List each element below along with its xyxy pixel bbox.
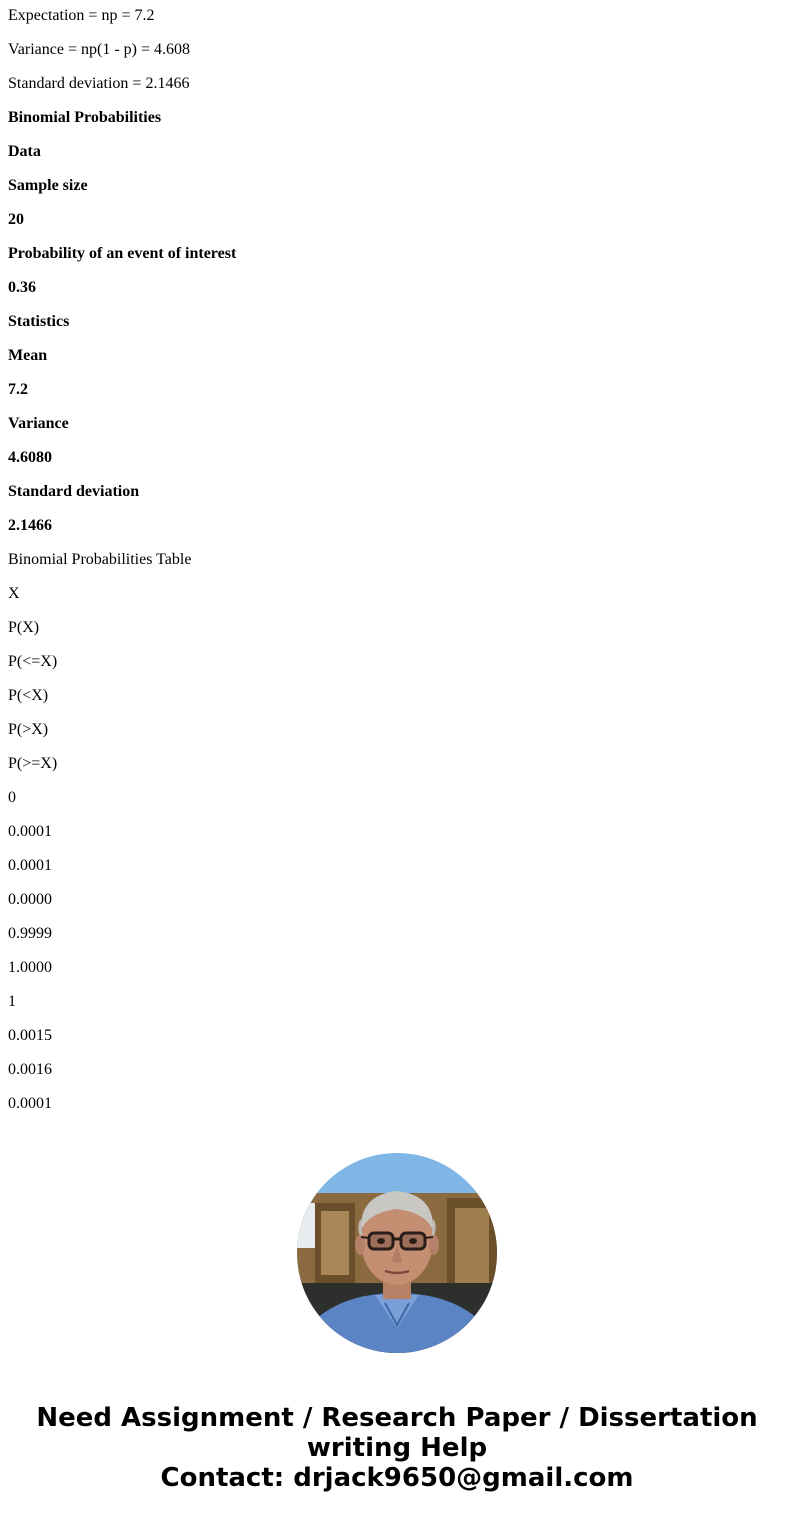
sample-size-label: Sample size — [8, 177, 88, 194]
table-cell: 0 — [8, 789, 16, 806]
expectation-line: Expectation = np = 7.2 — [8, 7, 155, 24]
table-header-p-lt-x: P(<X) — [8, 687, 49, 704]
table-cell: 0.0015 — [8, 1027, 52, 1044]
document-body — [8, 7, 786, 1129]
table-header-px: P(X) — [8, 619, 40, 636]
promo-line-2: writing Help — [306, 1433, 488, 1463]
table-cell: 0.0001 — [8, 1095, 52, 1112]
table-title: Binomial Probabilities Table — [8, 551, 192, 568]
table-header-p-gt-x: P(>X) — [8, 721, 49, 738]
avatar — [297, 1153, 497, 1353]
std-label: Standard deviation — [8, 483, 140, 500]
binomial-heading: Binomial Probabilities — [8, 109, 162, 126]
table-cell: 1 — [8, 993, 16, 1010]
probability-value: 0.36 — [8, 279, 36, 296]
variance-line: Variance = np(1 - p) = 4.608 — [8, 41, 190, 58]
table-cell: 1.0000 — [8, 959, 52, 976]
promo-contact[interactable]: Contact: drjack9650@gmail.com — [160, 1463, 634, 1493]
statistics-label: Statistics — [8, 313, 70, 330]
variance-value: 4.6080 — [8, 449, 52, 466]
data-label: Data — [8, 143, 41, 160]
table-cell: 0.9999 — [8, 925, 52, 942]
person-portrait-icon — [297, 1153, 497, 1353]
variance-label: Variance — [8, 415, 69, 432]
table-cell: 0.0001 — [8, 857, 52, 874]
probability-label: Probability of an event of interest — [8, 245, 237, 262]
table-header-x: X — [8, 585, 20, 602]
std-value: 2.1466 — [8, 517, 52, 534]
sample-size-value: 20 — [8, 211, 24, 228]
table-header-p-ge-x: P(>=X) — [8, 755, 58, 772]
promo-banner — [0, 1403, 794, 1493]
table-header-p-le-x: P(<=X) — [8, 653, 58, 670]
table-cell: 0.0000 — [8, 891, 52, 908]
table-cell: 0.0016 — [8, 1061, 52, 1078]
mean-value: 7.2 — [8, 381, 28, 398]
promo-line-1: Need Assignment / Research Paper / Dissertation — [36, 1403, 758, 1433]
std-dev-line: Standard deviation = 2.1466 — [8, 75, 190, 92]
mean-label: Mean — [8, 347, 48, 364]
table-cell: 0.0001 — [8, 823, 52, 840]
